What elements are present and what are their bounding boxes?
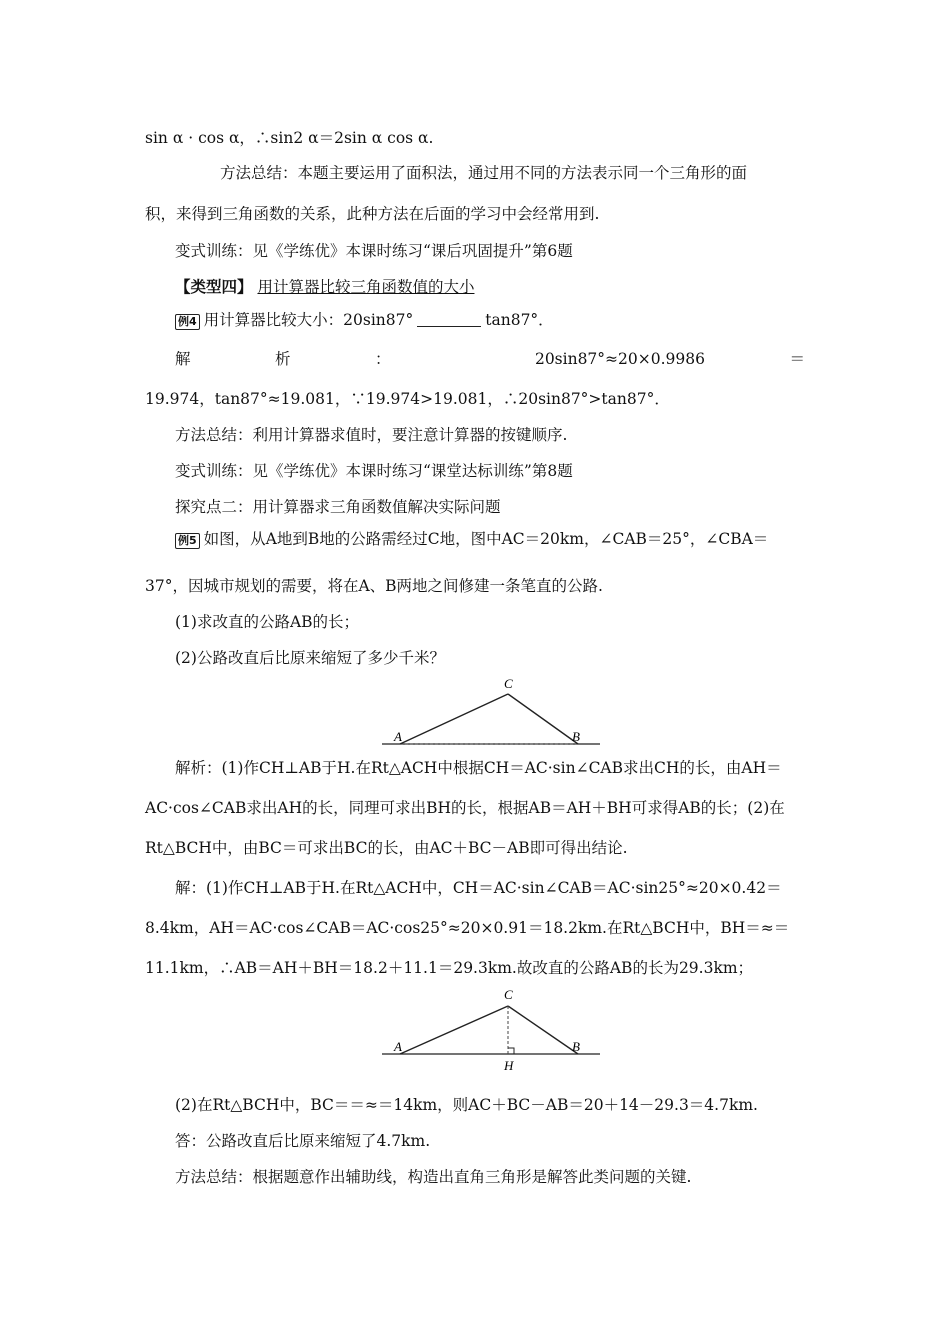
example-4-tag: 例4 [175,314,200,330]
example-5 [175,528,805,550]
segment-cb [508,1006,578,1054]
question-2: (2)公路改直后比原来缩短了多少千米？ [175,649,445,667]
example-4 [175,309,835,331]
text-line: sin α · cos α，∴sin2 α＝2sin α cos α. [145,129,434,147]
triangle-figure-2 [370,984,610,1076]
segment-ac [400,1006,508,1054]
text-line: 积，来得到三角函数的关系，此种方法在后面的学习中会经常用到. [145,205,600,223]
label-b: B [572,729,580,744]
type4-heading [175,276,835,298]
analysis-2: AC·cos∠CAB求出AH的长，同理可求出BH的长，根据AB＝AH＋BH可求得AB的长；(2)在 [145,799,785,817]
example-4-question: 用计算器比较大小：20sin87° [203,311,414,329]
variant-training-1: 变式训练：见《学练优》本课时练习“课后巩固提升”第6题 [175,242,573,260]
solution-2: 8.4km，AH＝AC·cos∠CAB＝AC·cos25°≈20×0.91＝18.2km.在Rt△BCH中，BH＝≈＝ [145,919,790,937]
label-c: C [504,987,513,1002]
solution-1: 解：(1)作CH⊥AB于H.在Rt△ACH中，CH＝AC·sin∠CAB＝AC·sin25°≈20×0.42＝ [175,879,782,897]
segment-cb [508,694,578,744]
answer-blank [417,312,481,327]
segment-ac [400,694,508,744]
sol-word: 析 [274,350,291,368]
label-a: A [394,1039,402,1054]
example-5-question: 如图，从A地到B地的公路需经过C地，图中AC＝20km，∠CAB＝25°，∠CBA＝ [203,530,769,548]
method-summary-1: 方法总结：本题主要运用了面积法，通过用不同的方法表示同一个三角形的面 [220,164,748,182]
method-summary-3: 方法总结：根据题意作出辅助线，构造出直角三角形是解答此类问题的关键. [175,1168,692,1186]
label-a: A [394,729,402,744]
sol-word: ： [374,350,391,368]
sol-word: 解 [175,350,191,368]
analysis-3: Rt△BCH中，由BC＝可求出BC的长，由AC＋BC－AB即可得出结论. [145,839,628,857]
question-1: (1)求改直的公路AB的长； [175,613,360,631]
example-5-tag: 例5 [175,533,200,549]
label-b: B [572,1039,580,1054]
analysis-1: 解析：(1)作CH⊥AB于H.在Rt△ACH中根据CH＝AC·sin∠CAB求出CH的长，由AH＝ [175,759,782,777]
text-line: 37°，因城市规划的需要，将在A、B两地之间修建一条笔直的公路. [145,577,603,595]
solution-line [175,348,805,370]
sol-word: ＝ [789,350,805,368]
method-summary-2: 方法总结：利用计算器求值时，要注意计算器的按键顺序. [175,426,568,444]
text-line: 19.974，tan87°≈19.081，∵19.974>19.081，∴20sin87°>tan87°． [145,390,670,408]
label-h: H [504,1058,514,1073]
right-angle-mark [508,1048,514,1054]
example-4-question-end: tan87°． [485,311,554,329]
solution-4: (2)在Rt△BCH中，BC＝＝≈＝14km，则AC＋BC－AB＝20＋14－29.3＝4.7km. [175,1096,758,1114]
solution-3: 11.1km，∴AB＝AH＋BH＝18.2＋11.1＝29.3km.故改直的公路AB的长为29.3km； [145,959,754,977]
triangle-figure-1 [370,672,610,752]
label-c: C [504,676,513,691]
variant-training-2: 变式训练：见《学练优》本课时练习“课堂达标训练”第8题 [175,462,573,480]
sol-word: 20sin87°≈20×0.9986 [534,350,705,368]
type4-bracket: 【类型四】 [175,277,253,296]
explore-point-2: 探究点二：用计算器求三角函数值解决实际问题 [175,498,501,516]
type4-title: 用计算器比较三角函数值的大小 [257,278,475,296]
answer-line: 答：公路改直后比原来缩短了4.7km. [175,1132,431,1150]
